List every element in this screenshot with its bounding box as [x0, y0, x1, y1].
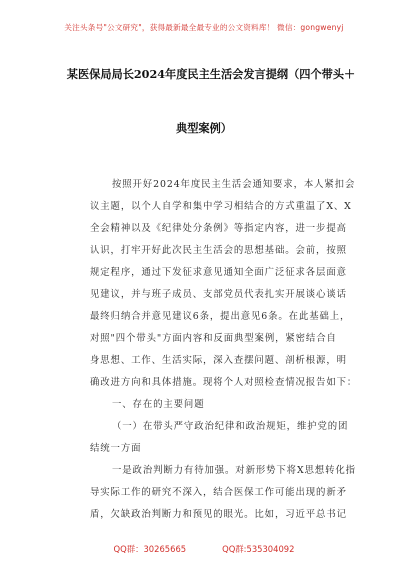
body-line: 规定程序，通过下发征求意见通知全面广泛征求各层面意	[90, 267, 347, 278]
body-line: 认识，打牢开好此次民主生活会的思想基础。会前，按照	[90, 245, 347, 256]
body-line: 见建议，并与班子成员、支部党员代表扎实开展谈心谈话	[90, 289, 347, 300]
body-line: 全会精神以及《纪律处分条例》等指定内容，进一步提高	[90, 223, 347, 234]
body-line: 导实际工作的研究不深入，结合医保工作可能出现的新矛	[90, 487, 347, 498]
body-line: 按照开好2024年度民主生活会通知要求，本人紧扣会	[112, 179, 356, 190]
body-line: 确改进方向和具体措施。现将个人对照检查情况报告如下：	[90, 377, 358, 388]
header-banner: 关注头条号"公文研究"，获得最新最全最专业的公文资料库！ 微信：gongwenyj	[64, 23, 344, 32]
body-line: 最终归纳合并意见建议6条，提出意见6条。在此基础上，	[90, 311, 351, 322]
document-title-line1: 某医保局局长2024年度民主生活会发言提纲（四个带头＋	[66, 67, 356, 81]
subsection-heading-cont: 结统一方面	[90, 443, 142, 454]
body-line: 议主题，以个人自学和集中学习相结合的方式重温了X、X	[90, 201, 352, 212]
body-line: 一是政治判断力有待加强。对新形势下将X思想转化指	[112, 465, 356, 476]
section-heading: 一、存在的主要问题	[112, 399, 205, 410]
body-line: 身思想、工作、生活实际，深入查摆问题、剖析根源，明	[90, 355, 347, 366]
footer-qq-group-2: QQ群:535304092	[222, 544, 295, 554]
footer-qq-group-1: QQ群：30265665	[113, 544, 187, 554]
document-title-line2: 典型案例）	[176, 121, 232, 135]
body-line: 对照"四个带头"方面内容和反面典型案例，紧密结合自	[90, 333, 337, 344]
subsection-heading: （一）在带头严守政治纪律和政治规矩，维护党的团	[112, 421, 349, 432]
body-line: 盾，欠缺政治判断力和预见的眼光。比如，习近平总书记	[90, 509, 347, 520]
footer-contact	[0, 543, 408, 555]
